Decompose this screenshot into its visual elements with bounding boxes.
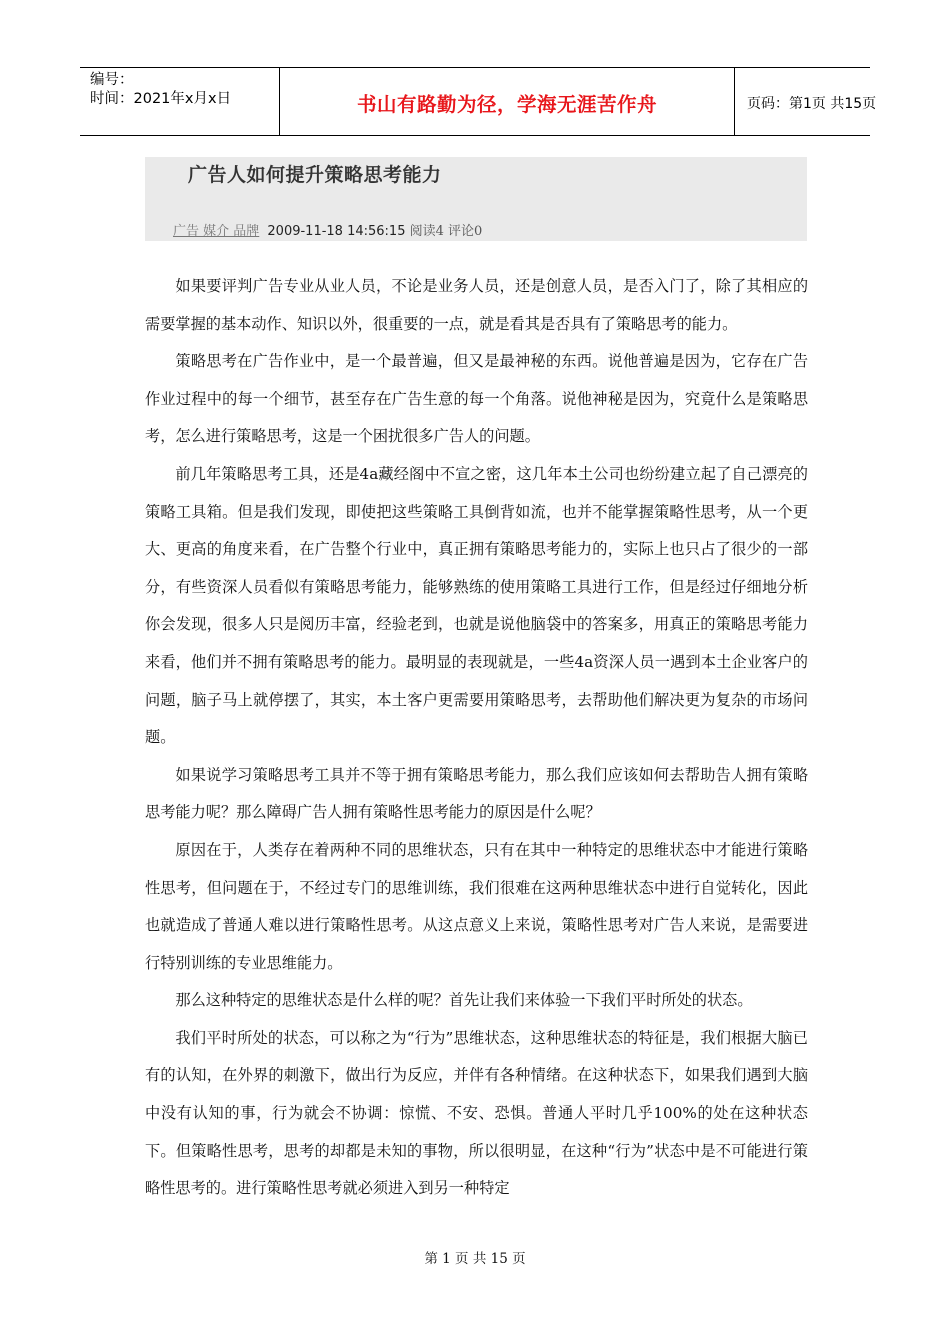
date-label: 时间：2021年x月x日 [90,91,232,107]
article-datetime: 2009-11-18 14:56:15 [267,224,406,239]
article-title-block [145,157,807,241]
paragraph: 策略思考在广告作业中，是一个最普遍，但又是最神秘的东西。说他普遍是因为，它存在广告作业过程中的每一个细节，甚至存在广告生意的每一个角落。说他神秘是因为，究竟什么是策略思考，怎么进行策略思考，这是一个困扰很多广告人的问题。 [145,352,808,446]
article-tags[interactable]: 广告 媒介 品牌 [173,224,260,239]
page-footer: 第 1 页 共 15 页 [424,1251,526,1267]
header-motto: 书山有路勤为径，学海无涯苦作舟 [280,68,735,135]
paragraph: 那么这种特定的思维状态是什么样的呢？首先让我们来体验一下我们平时所处的状态。 [175,991,753,1010]
article-stats: 阅读4 评论0 [409,224,483,239]
paragraph: 我们平时所处的状态，可以称之为“行为”思维状态，这种思维状态的特征是，我们根据大脑已有的认知，在外界的刺激下，做出行为反应，并伴有各种情绪。在这种状态下，如果我们遇到大脑中没有认知的事，行为就会不协调：惊慌、不安、恐惧。普通人平时几乎100%的处在这种状态下。但策略性思考，思考的却都是未知的事物，所以很明显，在这种“行为”状态中是不可能进行策略性思考的。进行策略性思考就必须进入到另一种特定 [145,1028,808,1198]
paragraph: 如果要评判广告专业从业人员，不论是业务人员，还是创意人员，是否入门了，除了其相应的需要掌握的基本动作、知识以外，很重要的一点，就是看其是否具有了策略思考的能力。 [145,277,808,333]
article-meta [173,220,482,239]
article-body [145,268,808,1208]
paragraph: 原因在于，人类存在着两种不同的思维状态，只有在其中一种特定的思维状态中才能进行策略性思考，但问题在于，不经过专门的思维训练，我们很难在这两种思维状态中进行自觉转化，因此也就造成了普通人难以进行策略性思考。从这点意义上来说，策略性思考对广告人来说，是需要进行特别训练的专业思维能力。 [145,840,808,972]
code-label: 编号： [90,72,134,88]
paragraph: 前几年策略思考工具，还是4a藏经阁中不宣之密，这几年本土公司也纷纷建立起了自己漂亮的策略工具箱。但是我们发现，即使把这些策略工具倒背如流，也并不能掌握策略性思考，从一个更大、更高的角度来看，在广告整个行业中，真正拥有策略思考能力的，实际上也只占了很少的一部分，有些资深人员看似有策略思考能力，能够熟练的使用策略工具进行工作，但是经过仔细地分析你会发现，很多人只是阅历丰富，经验老到，也就是说他脑袋中的答案多，用真正的策略思考能力来看，他们并不拥有策略思考的能力。最明显的表现就是，一些4a资深人员一遇到本土企业客户的问题，脑子马上就停摆了，其实，本土客户更需要用策略思考，去帮助他们解决更为复杂的市场问题。 [145,464,808,747]
document-header [80,67,877,136]
article-title: 广告人如何提升策略思考能力 [188,164,442,186]
paragraph: 如果说学习策略思考工具并不等于拥有策略思考能力，那么我们应该如何去帮助告人拥有策略思考能力呢？那么障碍广告人拥有策略性思考能力的原因是什么呢？ [145,765,808,822]
header-page-info: 页码：第1页 共15页 [747,95,877,112]
header-info-cell [80,68,280,135]
